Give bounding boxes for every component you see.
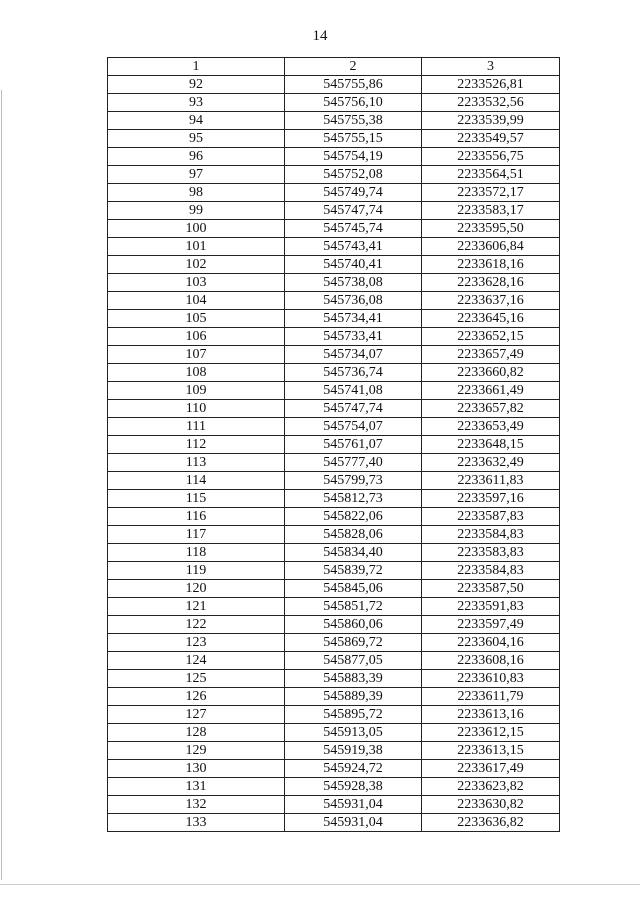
y-coordinate-cell: 2233587,83 xyxy=(422,508,560,526)
point-number-cell: 130 xyxy=(108,760,285,778)
x-coordinate-cell: 545812,73 xyxy=(285,490,422,508)
point-number-cell: 122 xyxy=(108,616,285,634)
y-coordinate-cell: 2233611,83 xyxy=(422,472,560,490)
table-row xyxy=(108,742,560,760)
x-coordinate-cell: 545755,38 xyxy=(285,112,422,130)
y-coordinate-cell: 2233660,82 xyxy=(422,364,560,382)
point-number-cell: 112 xyxy=(108,436,285,454)
table-row xyxy=(108,238,560,256)
table-row xyxy=(108,652,560,670)
y-coordinate-cell: 2233587,50 xyxy=(422,580,560,598)
y-coordinate-cell: 2233595,50 xyxy=(422,220,560,238)
x-coordinate-cell: 545756,10 xyxy=(285,94,422,112)
y-coordinate-cell: 2233617,49 xyxy=(422,760,560,778)
y-coordinate-cell: 2233549,57 xyxy=(422,130,560,148)
table-row xyxy=(108,562,560,580)
point-number-cell: 129 xyxy=(108,742,285,760)
x-coordinate-cell: 545747,74 xyxy=(285,400,422,418)
point-number-cell: 131 xyxy=(108,778,285,796)
y-coordinate-cell: 2233526,81 xyxy=(422,76,560,94)
point-number-cell: 93 xyxy=(108,94,285,112)
point-number-cell: 95 xyxy=(108,130,285,148)
x-coordinate-cell: 545851,72 xyxy=(285,598,422,616)
table-row xyxy=(108,454,560,472)
table-row xyxy=(108,148,560,166)
y-coordinate-cell: 2233645,16 xyxy=(422,310,560,328)
table-row xyxy=(108,616,560,634)
table-row xyxy=(108,94,560,112)
y-coordinate-cell: 2233606,84 xyxy=(422,238,560,256)
y-coordinate-cell: 2233628,16 xyxy=(422,274,560,292)
y-coordinate-cell: 2233604,16 xyxy=(422,634,560,652)
y-coordinate-cell: 2233648,15 xyxy=(422,436,560,454)
table-row xyxy=(108,688,560,706)
point-number-cell: 102 xyxy=(108,256,285,274)
y-coordinate-cell: 2233584,83 xyxy=(422,526,560,544)
table-row xyxy=(108,418,560,436)
y-coordinate-cell: 2233630,82 xyxy=(422,796,560,814)
table-row xyxy=(108,724,560,742)
x-coordinate-cell: 545845,06 xyxy=(285,580,422,598)
table-row xyxy=(108,490,560,508)
y-coordinate-cell: 2233652,15 xyxy=(422,328,560,346)
table-row xyxy=(108,526,560,544)
y-coordinate-cell: 2233572,17 xyxy=(422,184,560,202)
y-coordinate-cell: 2233623,82 xyxy=(422,778,560,796)
y-coordinate-cell: 2233584,83 xyxy=(422,562,560,580)
y-coordinate-cell: 2233657,82 xyxy=(422,400,560,418)
x-coordinate-cell: 545738,08 xyxy=(285,274,422,292)
point-number-cell: 116 xyxy=(108,508,285,526)
y-coordinate-cell: 2233657,49 xyxy=(422,346,560,364)
y-coordinate-cell: 2233612,15 xyxy=(422,724,560,742)
table-row xyxy=(108,580,560,598)
table-body xyxy=(108,76,560,832)
y-coordinate-cell: 2233532,56 xyxy=(422,94,560,112)
x-coordinate-cell: 545777,40 xyxy=(285,454,422,472)
y-coordinate-cell: 2233610,83 xyxy=(422,670,560,688)
point-number-cell: 110 xyxy=(108,400,285,418)
x-coordinate-cell: 545733,41 xyxy=(285,328,422,346)
y-coordinate-cell: 2233637,16 xyxy=(422,292,560,310)
point-number-cell: 113 xyxy=(108,454,285,472)
table-row xyxy=(108,220,560,238)
point-number-cell: 120 xyxy=(108,580,285,598)
x-coordinate-cell: 545734,41 xyxy=(285,310,422,328)
point-number-cell: 123 xyxy=(108,634,285,652)
y-coordinate-cell: 2233583,83 xyxy=(422,544,560,562)
x-coordinate-cell: 545736,74 xyxy=(285,364,422,382)
y-coordinate-cell: 2233539,99 xyxy=(422,112,560,130)
table-row xyxy=(108,256,560,274)
table-row xyxy=(108,310,560,328)
y-coordinate-cell: 2233618,16 xyxy=(422,256,560,274)
point-number-cell: 104 xyxy=(108,292,285,310)
header-row xyxy=(108,58,560,76)
point-number-cell: 115 xyxy=(108,490,285,508)
x-coordinate-cell: 545754,19 xyxy=(285,148,422,166)
table-row xyxy=(108,202,560,220)
table-row xyxy=(108,184,560,202)
x-coordinate-cell: 545736,08 xyxy=(285,292,422,310)
x-coordinate-cell: 545834,40 xyxy=(285,544,422,562)
table-row xyxy=(108,508,560,526)
table-row xyxy=(108,328,560,346)
table-row xyxy=(108,292,560,310)
x-coordinate-cell: 545883,39 xyxy=(285,670,422,688)
x-coordinate-cell: 545919,38 xyxy=(285,742,422,760)
point-number-cell: 114 xyxy=(108,472,285,490)
y-coordinate-cell: 2233653,49 xyxy=(422,418,560,436)
table-row xyxy=(108,814,560,832)
table-row xyxy=(108,112,560,130)
x-coordinate-cell: 545743,41 xyxy=(285,238,422,256)
x-coordinate-cell: 545745,74 xyxy=(285,220,422,238)
point-number-cell: 103 xyxy=(108,274,285,292)
x-coordinate-cell: 545931,04 xyxy=(285,814,422,832)
column-header-1: 1 xyxy=(108,58,285,76)
x-coordinate-cell: 545755,15 xyxy=(285,130,422,148)
x-coordinate-cell: 545889,39 xyxy=(285,688,422,706)
y-coordinate-cell: 2233608,16 xyxy=(422,652,560,670)
table-row xyxy=(108,130,560,148)
x-coordinate-cell: 545747,74 xyxy=(285,202,422,220)
table-row xyxy=(108,472,560,490)
scan-edge-left xyxy=(1,90,2,880)
point-number-cell: 121 xyxy=(108,598,285,616)
table-row xyxy=(108,400,560,418)
x-coordinate-cell: 545839,72 xyxy=(285,562,422,580)
x-coordinate-cell: 545860,06 xyxy=(285,616,422,634)
table-row xyxy=(108,706,560,724)
y-coordinate-cell: 2233613,16 xyxy=(422,706,560,724)
x-coordinate-cell: 545931,04 xyxy=(285,796,422,814)
x-coordinate-cell: 545913,05 xyxy=(285,724,422,742)
table-row xyxy=(108,364,560,382)
table-row xyxy=(108,670,560,688)
table-row xyxy=(108,544,560,562)
y-coordinate-cell: 2233636,82 xyxy=(422,814,560,832)
page-number: 14 xyxy=(312,28,328,44)
column-header-2: 2 xyxy=(285,58,422,76)
y-coordinate-cell: 2233597,16 xyxy=(422,490,560,508)
table-row xyxy=(108,796,560,814)
table-row xyxy=(108,274,560,292)
coordinates-table xyxy=(107,57,560,832)
point-number-cell: 128 xyxy=(108,724,285,742)
y-coordinate-cell: 2233597,49 xyxy=(422,616,560,634)
point-number-cell: 96 xyxy=(108,148,285,166)
table-row xyxy=(108,634,560,652)
point-number-cell: 124 xyxy=(108,652,285,670)
y-coordinate-cell: 2233632,49 xyxy=(422,454,560,472)
point-number-cell: 105 xyxy=(108,310,285,328)
x-coordinate-cell: 545749,74 xyxy=(285,184,422,202)
point-number-cell: 111 xyxy=(108,418,285,436)
x-coordinate-cell: 545895,72 xyxy=(285,706,422,724)
point-number-cell: 101 xyxy=(108,238,285,256)
scan-edge-bottom xyxy=(0,884,640,885)
point-number-cell: 108 xyxy=(108,364,285,382)
table-row xyxy=(108,166,560,184)
x-coordinate-cell: 545828,06 xyxy=(285,526,422,544)
point-number-cell: 132 xyxy=(108,796,285,814)
point-number-cell: 98 xyxy=(108,184,285,202)
point-number-cell: 133 xyxy=(108,814,285,832)
x-coordinate-cell: 545755,86 xyxy=(285,76,422,94)
table-row xyxy=(108,778,560,796)
y-coordinate-cell: 2233661,49 xyxy=(422,382,560,400)
table-header xyxy=(108,58,560,76)
point-number-cell: 97 xyxy=(108,166,285,184)
table-row xyxy=(108,760,560,778)
point-number-cell: 117 xyxy=(108,526,285,544)
point-number-cell: 119 xyxy=(108,562,285,580)
table-row xyxy=(108,436,560,454)
point-number-cell: 118 xyxy=(108,544,285,562)
point-number-cell: 109 xyxy=(108,382,285,400)
y-coordinate-cell: 2233611,79 xyxy=(422,688,560,706)
x-coordinate-cell: 545752,08 xyxy=(285,166,422,184)
x-coordinate-cell: 545799,73 xyxy=(285,472,422,490)
column-header-3: 3 xyxy=(422,58,560,76)
x-coordinate-cell: 545761,07 xyxy=(285,436,422,454)
table-row xyxy=(108,346,560,364)
point-number-cell: 99 xyxy=(108,202,285,220)
point-number-cell: 125 xyxy=(108,670,285,688)
table-row xyxy=(108,598,560,616)
x-coordinate-cell: 545869,72 xyxy=(285,634,422,652)
table-row xyxy=(108,382,560,400)
point-number-cell: 92 xyxy=(108,76,285,94)
table-row xyxy=(108,76,560,94)
x-coordinate-cell: 545924,72 xyxy=(285,760,422,778)
x-coordinate-cell: 545754,07 xyxy=(285,418,422,436)
y-coordinate-cell: 2233556,75 xyxy=(422,148,560,166)
point-number-cell: 126 xyxy=(108,688,285,706)
y-coordinate-cell: 2233613,15 xyxy=(422,742,560,760)
y-coordinate-cell: 2233583,17 xyxy=(422,202,560,220)
y-coordinate-cell: 2233564,51 xyxy=(422,166,560,184)
point-number-cell: 100 xyxy=(108,220,285,238)
x-coordinate-cell: 545734,07 xyxy=(285,346,422,364)
x-coordinate-cell: 545928,38 xyxy=(285,778,422,796)
x-coordinate-cell: 545877,05 xyxy=(285,652,422,670)
y-coordinate-cell: 2233591,83 xyxy=(422,598,560,616)
x-coordinate-cell: 545741,08 xyxy=(285,382,422,400)
point-number-cell: 107 xyxy=(108,346,285,364)
point-number-cell: 106 xyxy=(108,328,285,346)
x-coordinate-cell: 545822,06 xyxy=(285,508,422,526)
point-number-cell: 127 xyxy=(108,706,285,724)
x-coordinate-cell: 545740,41 xyxy=(285,256,422,274)
point-number-cell: 94 xyxy=(108,112,285,130)
